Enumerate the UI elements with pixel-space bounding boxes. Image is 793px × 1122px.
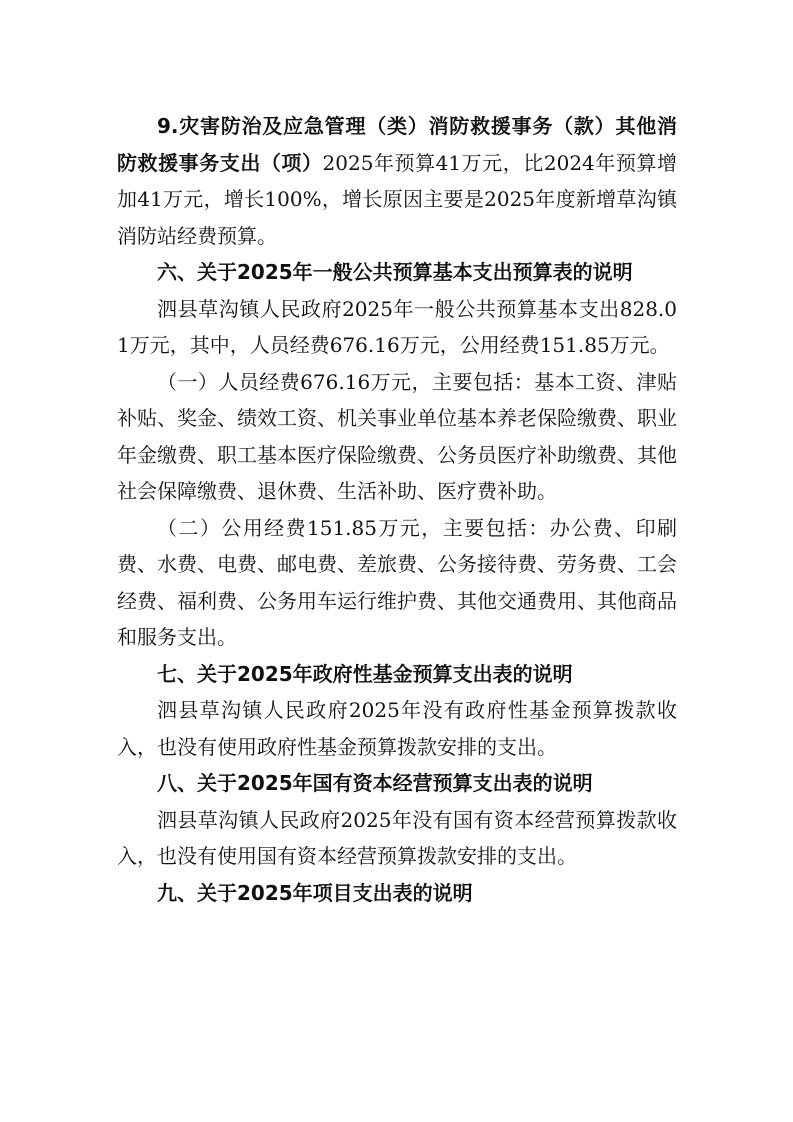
paragraph-body: 2025年预算41万元，比2024年预算增加41万元，增长100%，增长原因主要是2025年度新增草沟镇消防站经费预算。: [117, 150, 677, 248]
section-heading-6: 六、关于2025年一般公共预算基本支出预算表的说明: [157, 260, 633, 284]
section-heading-8: 八、关于2025年国有资本经营预算支出表的说明: [157, 771, 593, 795]
paragraph-disaster-prevention: [117, 108, 677, 254]
paragraph-personnel-costs: （一）人员经费676.16万元，主要包括：基本工资、津贴补贴、奖金、绩效工资、机关事业单位基本养老保险缴费、职业年金缴费、职工基本医疗保险缴费、公务员医疗补助缴费、其他社会保障缴费、退休费、生活补助、医疗费补助。: [117, 369, 677, 503]
paragraph-lead-title: 9.灾害防治及应急管理（类）消防救援事务（款）其他消防救援事务支出（项）: [117, 114, 677, 175]
section-heading-9: 九、关于2025年项目支出表的说明: [157, 880, 473, 905]
paragraph-basic-expenditure: 泗县草沟镇人民政府2025年一般公共预算基本支出828.01万元，其中，人员经费676.16万元，公用经费151.85万元。: [117, 296, 677, 357]
paragraph-public-costs: （二）公用经费151.85万元，主要包括：办公费、印刷费、水费、电费、邮电费、差旅费、公务接待费、劳务费、工会经费、福利费、公务用车运行维护费、其他交通费用、其他商品和服务支出。: [117, 515, 677, 649]
paragraph-government-fund: 泗县草沟镇人民政府2025年没有政府性基金预算拨款收入，也没有使用政府性基金预算拨款安排的支出。: [117, 698, 677, 759]
paragraph-state-capital: 泗县草沟镇人民政府2025年没有国有资本经营预算拨款收入，也没有使用国有资本经营预算拨款安排的支出。: [117, 807, 677, 868]
section-heading-7: 七、关于2025年政府性基金预算支出表的说明: [157, 661, 573, 686]
body-text: [117, 108, 677, 911]
